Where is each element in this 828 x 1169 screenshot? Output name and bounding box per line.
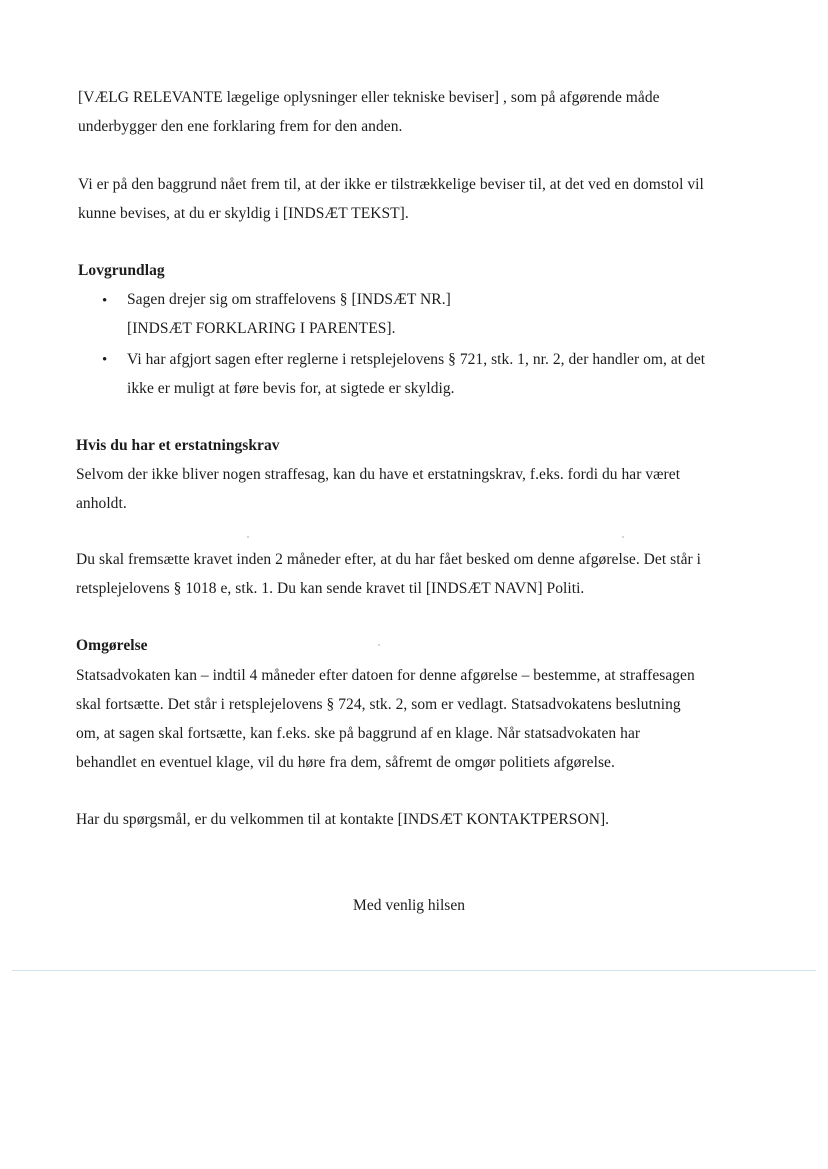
reversal-line-2: skal fortsætte. Det står i retsplejelovens § 724, stk. 2, som er vedlagt. Statsadvokatens beslutning xyxy=(76,696,681,713)
contact-line: Har du spørgsmål, er du velkommen til at kontakte [INDSÆT KONTAKTPERSON]. xyxy=(76,811,610,828)
scan-fold-line xyxy=(12,970,816,971)
legal-basis-heading: Lovgrundlag xyxy=(78,262,165,279)
compensation-heading: Hvis du har et erstatningskrav xyxy=(76,437,280,454)
legal-basis-bullet-2-line-1: Vi har afgjort sagen efter reglerne i retsplejelovens § 721, stk. 1, nr. 2, der handler om, at det xyxy=(127,351,706,368)
reversal-line-1: Statsadvokaten kan – indtil 4 måneder efter datoen for denne afgørelse – bestemme, at straffesagen xyxy=(76,667,695,684)
reversal-line-4: behandlet en eventuel klage, vil du høre fra dem, såfremt de omgør politiets afgørelse. xyxy=(76,754,615,771)
bullet-icon: • xyxy=(102,293,108,309)
compensation-p2-line-2: retsplejelovens § 1018 e, stk. 1. Du kan sende kravet til [INDSÆT NAVN] Politi. xyxy=(76,580,585,597)
legal-basis-bullet-2-line-2: ikke er muligt at føre bevis for, at sigtede er skyldig. xyxy=(127,380,455,397)
legal-basis-bullet-1-line-2: [INDSÆT FORKLARING I PARENTES]. xyxy=(127,320,396,337)
scan-speck xyxy=(247,536,249,538)
conclusion-line-1: Vi er på den baggrund nået frem til, at der ikke er tilstrækkelige beviser til, at det ved en domstol vil xyxy=(78,176,704,193)
intro-line-2: underbygger den ene forklaring frem for den anden. xyxy=(78,118,403,135)
scan-speck xyxy=(622,536,624,538)
compensation-p1-line-2: anholdt. xyxy=(76,495,127,512)
compensation-p2-line-1: Du skal fremsætte kravet inden 2 måneder efter, at du har fået besked om denne afgørelse. Det står i xyxy=(76,551,701,568)
reversal-heading: Omgørelse xyxy=(76,637,148,654)
intro-line-1: [VÆLG RELEVANTE lægelige oplysninger eller tekniske beviser] , som på afgørende måde xyxy=(78,89,660,106)
closing-greeting: Med venlig hilsen xyxy=(353,897,465,914)
conclusion-line-2: kunne bevises, at du er skyldig i [INDSÆT TEKST]. xyxy=(78,205,409,222)
compensation-p1-line-1: Selvom der ikke bliver nogen straffesag, kan du have et erstatningskrav, f.eks. fordi du har været xyxy=(76,466,681,483)
bullet-icon: • xyxy=(102,352,108,368)
legal-basis-bullet-1-line-1: Sagen drejer sig om straffelovens § [INDSÆT NR.] xyxy=(127,291,451,308)
reversal-line-3: om, at sagen skal fortsætte, kan f.eks. ske på baggrund af en klage. Når statsadvokaten har xyxy=(76,725,641,742)
scan-speck xyxy=(378,644,380,646)
